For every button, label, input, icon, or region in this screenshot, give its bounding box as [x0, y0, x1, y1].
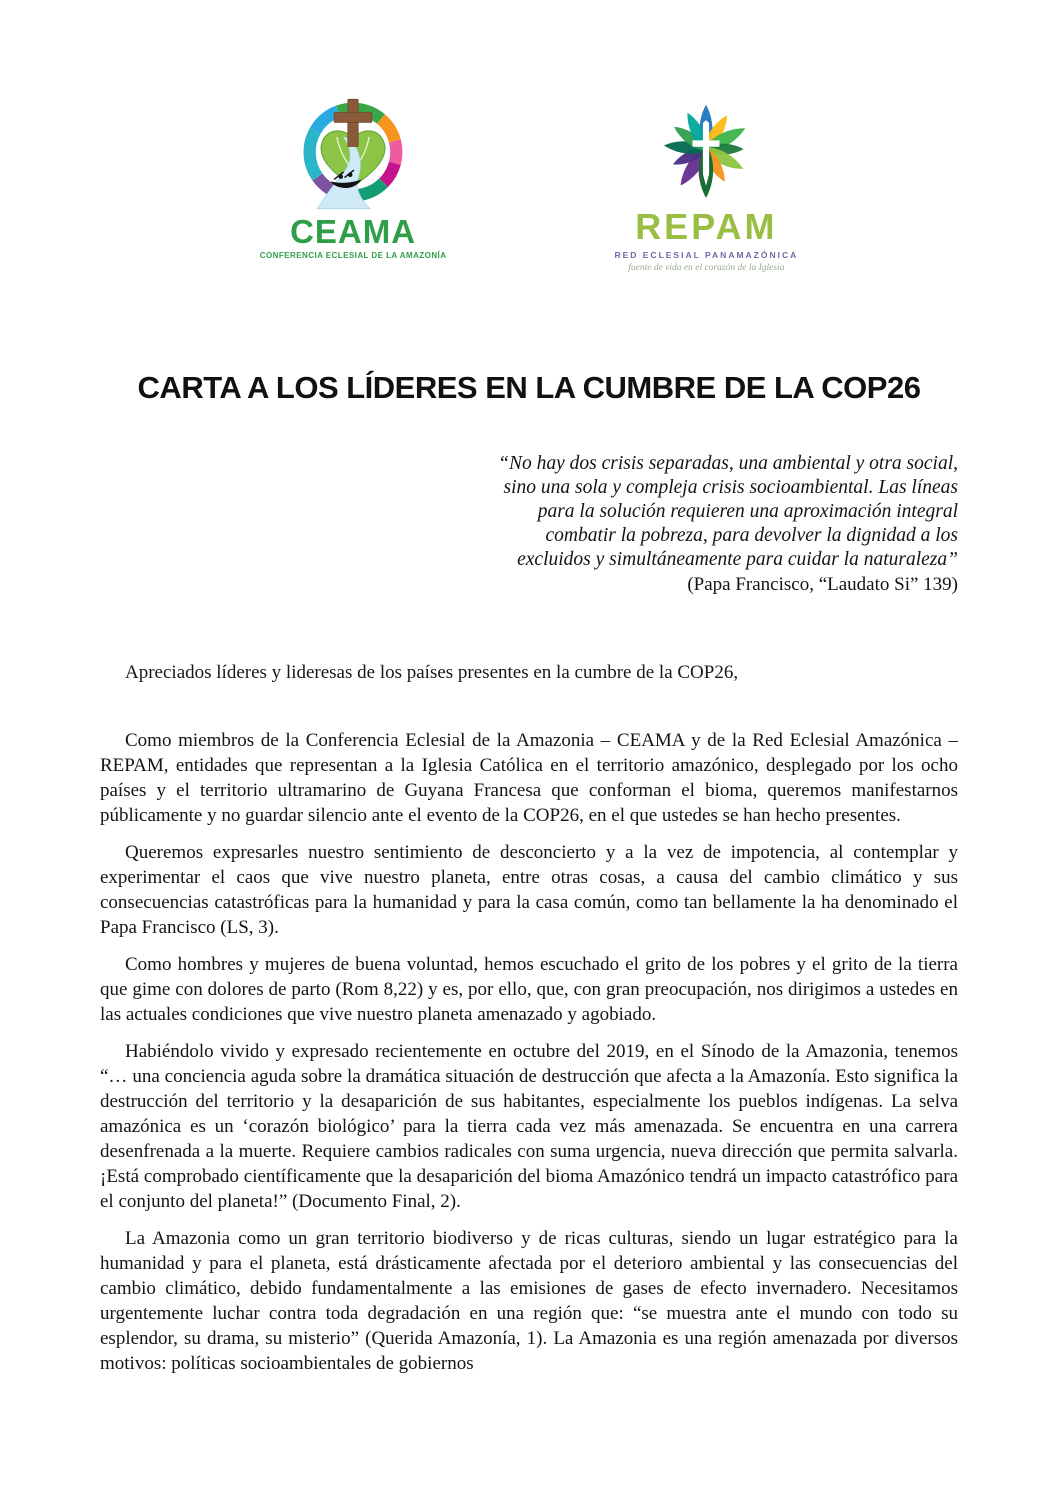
- repam-subtitle: RED ECLESIAL PANAMAZÓNICA: [614, 250, 799, 260]
- ceama-logo: [260, 97, 447, 260]
- repam-star-petals: [664, 105, 749, 198]
- ceama-wordmark: CEAMA: [290, 213, 417, 250]
- opening-quote: [100, 452, 958, 597]
- page-title: CARTA A LOS LÍDERES EN LA CUMBRE DE LA COP26: [137, 370, 921, 405]
- quote-line: excluidos y simultáneamente para cuidar la naturaleza”: [517, 549, 958, 570]
- repam-emblem-icon: [643, 97, 769, 207]
- ceama-emblem-icon: [287, 97, 419, 211]
- quote-line: para la solución requieren una aproximación integral: [537, 501, 958, 522]
- logos-row: [100, 97, 958, 273]
- paragraph: Como hombres y mujeres de buena voluntad, hemos escuchado el grito de los pobres y el grito de la tierra que gime con dolores de parto (Rom 8,22) y es, por ello, que, con gran preocupación, nos dirigimos a ustedes en las actuales condiciones que vive nuestro planeta amenazado y agobiado.: [100, 954, 958, 1025]
- repam-wordmark: REPAM: [635, 206, 778, 247]
- letter-body: [100, 728, 958, 1376]
- paragraph: La Amazonia como un gran territorio biodiverso y de ricas culturas, siendo un lugar estratégico para la humanidad y para el planeta, está drásticamente afectada por el deterioro ambiental y las consecuencias del cambio climático, debido fundamentalmente a las emisiones de gases de efecto invernadero. Necesitamos urgentemente luchar contra toda degradación en una región que: “se muestra ante el mundo con todo su esplendor, su drama, su misterio” (Querida Amazonía, 1). La Amazonia es una región amenazada por diversos motivos: políticas socioambientales de gobiernos: [100, 1228, 958, 1374]
- paragraph: Queremos expresarles nuestro sentimiento de desconcierto y a la vez de impotencia, al contemplar y experimentar el caos que vive nuestro planeta, entre otras cosas, a causa del cambio climático y sus consecuencias catastróficas para la humanidad y para la casa común, como tan bellamente la ha denominado el Papa Francisco (LS, 3).: [100, 842, 958, 938]
- quote-attribution: (Papa Francisco, “Laudato Si” 139): [687, 574, 958, 595]
- repam-logo: [614, 97, 798, 273]
- quote-line: combatir la pobreza, para devolver la dignidad a los: [545, 525, 958, 546]
- repam-tagline: fuente de vida en el corazón de la Iglesia: [628, 263, 785, 273]
- ceama-subtitle: CONFERENCIA ECLESIAL DE LA AMAZONÍA: [259, 251, 447, 260]
- quote-line: “No hay dos crisis separadas, una ambiental y otra social,: [498, 453, 958, 474]
- paragraph: Habiéndolo vivido y expresado recientemente en octubre del 2019, en el Sínodo de la Amazonia, tenemos “… una conciencia aguda sobre la dramática situación de destrucción que afecta a la Amazonía. Esto significa la destrucción del territorio y la desaparición de sus habitantes, especialmente los pueblos indígenas. La selva amazónica es un ‘corazón biológico’ para la tierra cada vez más amenazada. Se encuentra en una carrera desenfrenada a la muerte. Requiere cambios radicales con suma urgencia, nueva dirección que permita salvarla. ¡Está comprobado científicamente que la desaparición del bioma Amazónico tendrá un impacto catastrófico para el conjunto del planeta!” (Documento Final, 2).: [100, 1041, 958, 1212]
- salutation: Apreciados líderes y lideresas de los países presentes en la cumbre de la COP26,: [125, 662, 739, 683]
- paragraph: Como miembros de la Conferencia Eclesial de la Amazonia – CEAMA y de la Red Eclesial Amazónica – REPAM, entidades que representan a la Iglesia Católica en el territorio amazónico, desplegado por los ocho países y el territorio ultramarino de Guyana Francesa que conforman el bioma, queremos manifestarnos públicamente y no guardar silencio ante el evento de la COP26, en el que ustedes se han hecho presentes.: [100, 730, 958, 826]
- quote-line: sino una sola y compleja crisis socioambiental. Las líneas: [503, 477, 958, 498]
